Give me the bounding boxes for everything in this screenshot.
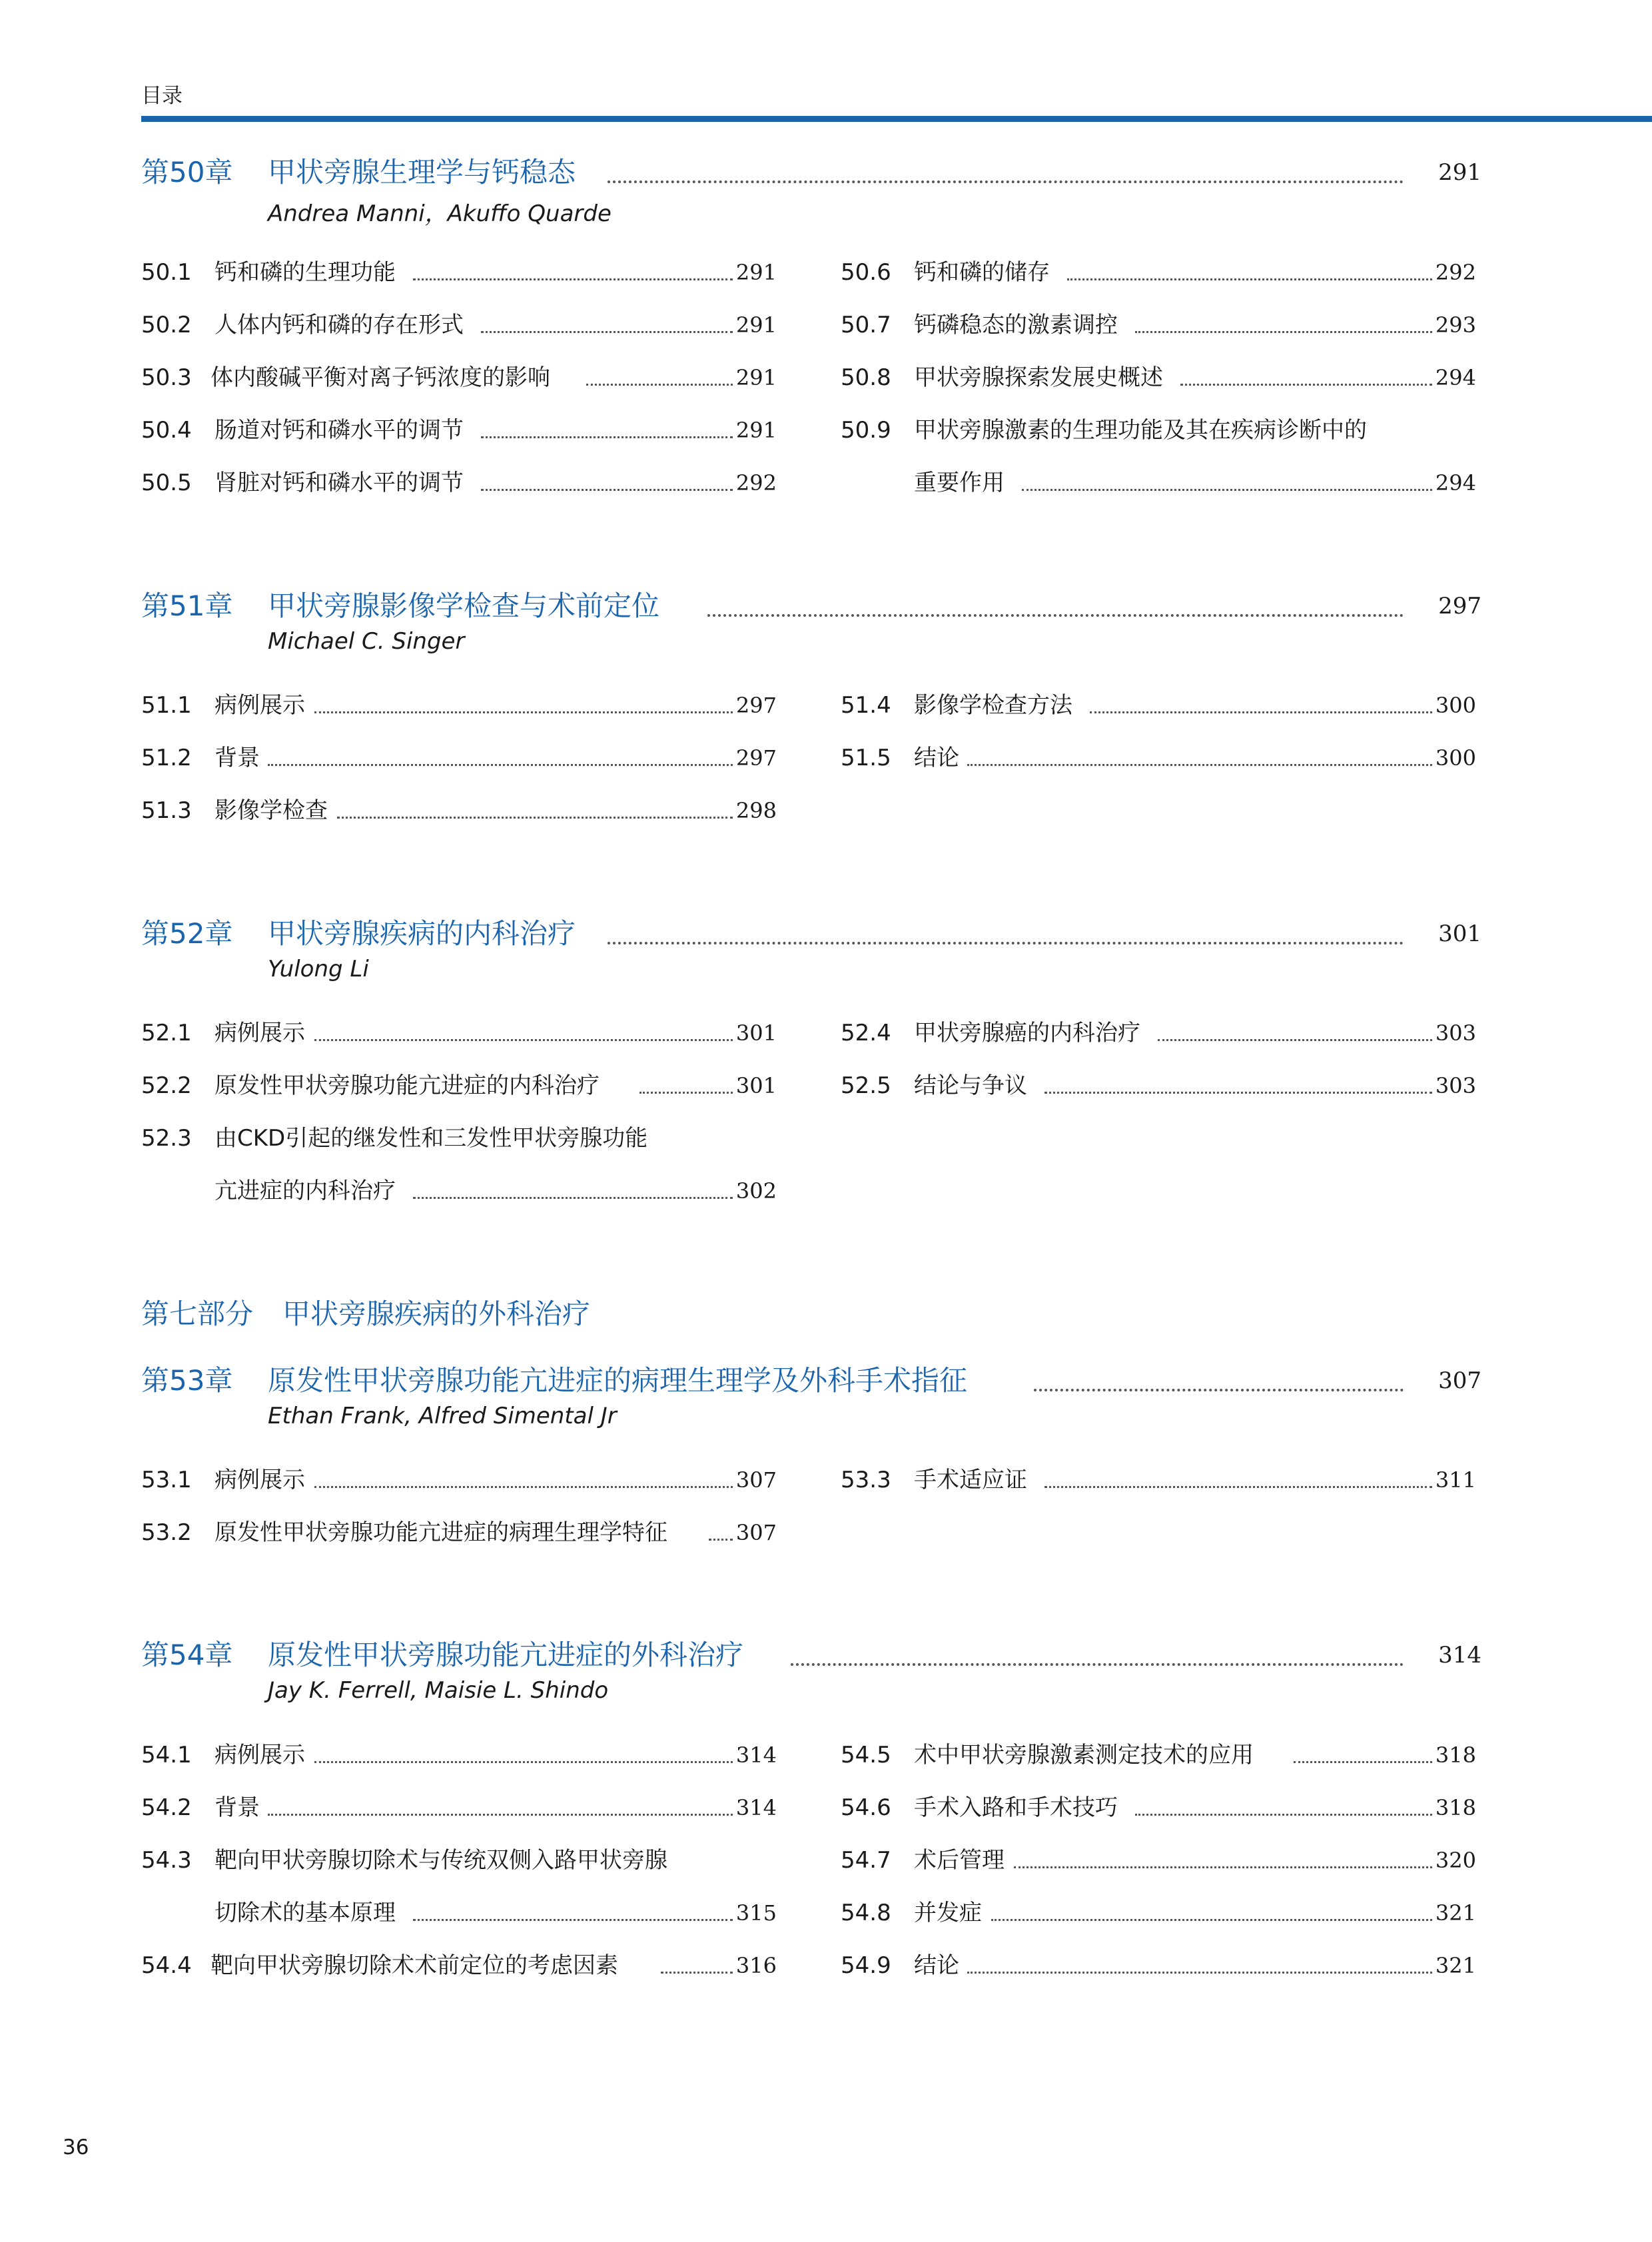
toc-entry[interactable] (841, 414, 1476, 446)
section-number: 50.8 (841, 364, 891, 391)
section-number: 50.5 (141, 470, 192, 496)
chapter-label: 第51章 (141, 589, 233, 622)
leader-dots (413, 1917, 733, 1921)
toc-entry[interactable] (841, 1739, 1476, 1771)
leader-dots (1135, 1812, 1432, 1816)
section-title: 术后管理 (914, 1847, 1005, 1874)
section-title: 影像学检查方法 (914, 692, 1072, 719)
chapter-label: 第53章 (141, 1364, 233, 1397)
section-page: 291 (735, 365, 777, 390)
chapter-title: 甲状旁腺疾病的内科治疗 (268, 917, 576, 950)
section-number: 50.9 (841, 417, 891, 444)
toc-entry[interactable] (841, 1464, 1476, 1496)
section-title: 体内酸碱平衡对离子钙浓度的影响 (210, 364, 550, 391)
section-page: 311 (1435, 1467, 1476, 1493)
leader-dots (967, 1970, 1432, 1974)
section-number: 50.7 (841, 312, 891, 338)
section-number: 50.6 (841, 259, 891, 286)
section-page: 298 (735, 798, 777, 823)
section-number: 54.2 (141, 1794, 192, 1821)
part-heading[interactable] (141, 1292, 590, 1332)
section-number: 54.1 (141, 1742, 192, 1768)
section-title-continued: 重要作用 (914, 470, 1005, 496)
leader-dots (707, 611, 1404, 617)
section-page: 301 (735, 1073, 777, 1098)
section-page: 307 (735, 1520, 777, 1545)
chapter-title: 甲状旁腺生理学与钙稳态 (268, 156, 576, 188)
section-title: 手术入路和手术技巧 (914, 1794, 1118, 1821)
toc-entry[interactable] (841, 1897, 1476, 1929)
toc-entry[interactable] (141, 1739, 777, 1771)
section-title: 背景 (214, 1794, 260, 1821)
section-page: 316 (735, 1953, 777, 1978)
chapter-page: 307 (1438, 1367, 1481, 1394)
leader-dots (1090, 709, 1432, 713)
section-title: 原发性甲状旁腺功能亢进症的病理生理学特征 (214, 1519, 667, 1546)
leader-dots (1067, 276, 1432, 280)
section-title: 术中甲状旁腺激素测定技术的应用 (914, 1742, 1254, 1768)
section-page: 303 (1435, 1020, 1476, 1046)
section-title: 病例展示 (214, 1467, 305, 1493)
chapter-authors: Andrea Manni，Akuffo Quarde (268, 200, 612, 227)
part-title: 甲状旁腺疾病的外科治疗 (282, 1298, 591, 1330)
section-page: 314 (735, 1742, 777, 1768)
section-page: 291 (735, 260, 777, 285)
section-page: 294 (1435, 365, 1476, 390)
chapter-authors: Ethan Frank, Alfred Simental Jr (268, 1403, 617, 1429)
section-title: 原发性甲状旁腺功能亢进症的内科治疗 (214, 1072, 600, 1099)
section-page: 297 (735, 693, 777, 718)
section-page: 300 (1435, 693, 1476, 718)
section-number: 54.3 (141, 1847, 192, 1874)
section-title: 肠道对钙和磷水平的调节 (214, 417, 464, 444)
section-number: 53.3 (841, 1467, 891, 1493)
section-title: 影像学检查 (214, 797, 328, 824)
leader-dots (314, 709, 733, 713)
section-number: 54.5 (841, 1742, 891, 1768)
chapter-50-heading[interactable] (141, 153, 1481, 192)
section-page: 293 (1435, 312, 1476, 338)
leader-dots (413, 276, 733, 280)
toc-entry[interactable] (841, 256, 1476, 288)
toc-entry[interactable] (141, 1950, 777, 1982)
leader-dots (268, 762, 733, 766)
toc-entry[interactable] (141, 795, 777, 827)
section-number: 52.1 (141, 1020, 192, 1046)
section-number: 51.3 (141, 797, 192, 824)
chapter-authors: Yulong Li (268, 956, 369, 982)
section-title: 靶向甲状旁腺切除术术前定位的考虑因素 (210, 1952, 618, 1979)
section-page: 292 (735, 470, 777, 496)
leader-dots (709, 1537, 733, 1541)
leader-dots (1034, 1386, 1404, 1391)
toc-entry[interactable] (141, 742, 777, 774)
chapter-title: 甲状旁腺影像学检查与术前定位 (268, 589, 660, 622)
section-title: 由CKD引起的继发性和三发性甲状旁腺功能 (214, 1125, 648, 1152)
chapter-title: 原发性甲状旁腺功能亢进症的外科治疗 (268, 1639, 744, 1671)
leader-dots (481, 434, 733, 438)
section-number: 50.2 (141, 312, 192, 338)
section-number: 50.3 (141, 364, 192, 391)
leader-dots (586, 382, 733, 386)
chapter-53-heading[interactable] (141, 1361, 1481, 1401)
section-number: 52.2 (141, 1072, 192, 1099)
toc-entry[interactable] (141, 1517, 777, 1549)
chapter-52-heading[interactable] (141, 914, 1481, 954)
section-number: 51.4 (841, 692, 891, 719)
section-page: 292 (1435, 260, 1476, 285)
leader-dots (608, 178, 1404, 183)
section-number: 52.3 (141, 1125, 192, 1152)
section-title: 病例展示 (214, 692, 305, 719)
section-page: 318 (1435, 1795, 1476, 1820)
toc-entry[interactable] (841, 1070, 1476, 1102)
part-label: 第七部分 (141, 1298, 254, 1330)
chapter-page: 314 (1438, 1642, 1481, 1669)
section-page: 320 (1435, 1848, 1476, 1873)
toc-entry[interactable] (841, 1844, 1476, 1876)
leader-dots (314, 1484, 733, 1488)
leader-dots (661, 1970, 733, 1974)
section-title-continued: 亢进症的内科治疗 (214, 1178, 396, 1204)
toc-entry-continued[interactable] (841, 467, 1476, 499)
toc-entry[interactable] (841, 309, 1476, 341)
section-title-continued: 切除术的基本原理 (214, 1900, 396, 1926)
section-title: 病例展示 (214, 1742, 305, 1768)
header-rule (141, 116, 1652, 122)
section-page: 297 (735, 745, 777, 771)
section-title: 钙和磷的储存 (914, 259, 1050, 286)
section-number: 54.9 (841, 1952, 891, 1979)
leader-dots (481, 487, 733, 491)
toc-entry[interactable] (141, 309, 777, 341)
toc-entry[interactable] (841, 1017, 1476, 1049)
leader-dots (314, 1037, 733, 1041)
section-number: 50.1 (141, 259, 192, 286)
section-title: 甲状旁腺激素的生理功能及其在疾病诊断中的 (914, 417, 1367, 444)
leader-dots (413, 1195, 733, 1199)
leader-dots (1022, 487, 1432, 491)
section-page: 318 (1435, 1742, 1476, 1768)
section-title: 结论 (914, 1952, 959, 1979)
chapter-label: 第52章 (141, 917, 233, 950)
chapter-page: 297 (1438, 593, 1481, 619)
toc-entry[interactable] (141, 1464, 777, 1496)
leader-dots (608, 939, 1404, 944)
chapter-authors: Jay K. Ferrell, Maisie L. Shindo (268, 1677, 609, 1704)
chapter-label: 第54章 (141, 1639, 233, 1671)
toc-entry[interactable] (141, 256, 777, 288)
section-title: 钙和磷的生理功能 (214, 259, 396, 286)
section-title: 并发症 (914, 1900, 982, 1926)
section-page: 303 (1435, 1073, 1476, 1098)
chapter-page: 291 (1438, 159, 1481, 186)
section-title: 人体内钙和磷的存在形式 (214, 312, 464, 338)
toc-entry[interactable] (141, 362, 777, 394)
toc-entry[interactable] (841, 689, 1476, 721)
toc-entry-continued[interactable] (141, 1175, 777, 1207)
toc-entry[interactable] (841, 1950, 1476, 1982)
section-page: 321 (1435, 1900, 1476, 1926)
section-number: 53.2 (141, 1519, 192, 1546)
section-page: 291 (735, 418, 777, 443)
leader-dots (1044, 1090, 1432, 1094)
section-page: 321 (1435, 1953, 1476, 1978)
section-number: 50.4 (141, 417, 192, 444)
toc-entry[interactable] (841, 362, 1476, 394)
section-page: 315 (735, 1900, 777, 1926)
chapter-title: 原发性甲状旁腺功能亢进症的病理生理学及外科手术指征 (268, 1364, 968, 1397)
section-number: 52.5 (841, 1072, 891, 1099)
chapter-51-heading[interactable] (141, 586, 1481, 626)
toc-entry[interactable] (141, 1017, 777, 1049)
leader-dots (1158, 1037, 1432, 1041)
leader-dots (1044, 1484, 1432, 1488)
section-number: 54.4 (141, 1952, 192, 1979)
toc-entry[interactable] (141, 1070, 777, 1102)
section-number: 53.1 (141, 1467, 192, 1493)
chapter-page: 301 (1438, 921, 1481, 947)
toc-entry[interactable] (141, 414, 777, 446)
section-page: 301 (735, 1020, 777, 1046)
section-number: 54.6 (841, 1794, 891, 1821)
section-page: 314 (735, 1795, 777, 1820)
toc-entry[interactable] (141, 1792, 777, 1824)
toc-entry[interactable] (841, 1792, 1476, 1824)
section-title: 结论 (914, 745, 959, 771)
leader-dots (1014, 1864, 1432, 1868)
section-page: 300 (1435, 745, 1476, 771)
toc-entry[interactable] (141, 1844, 777, 1876)
section-title: 甲状旁腺探索发展史概述 (914, 364, 1163, 391)
section-title: 结论与争议 (914, 1072, 1027, 1099)
leader-dots (639, 1090, 733, 1094)
section-title: 甲状旁腺癌的内科治疗 (914, 1020, 1140, 1046)
section-page: 291 (735, 312, 777, 338)
toc-entry[interactable] (141, 1122, 777, 1154)
leader-dots (314, 1759, 733, 1763)
page-number: 36 (63, 2135, 89, 2159)
running-header: 目录 (141, 84, 183, 108)
leader-dots (268, 1812, 733, 1816)
section-page: 307 (735, 1467, 777, 1493)
section-page: 294 (1435, 470, 1476, 496)
toc-entry[interactable] (141, 467, 777, 499)
leader-dots (1180, 382, 1432, 386)
chapter-label: 第50章 (141, 156, 233, 188)
section-page: 302 (735, 1178, 777, 1204)
chapter-54-heading[interactable] (141, 1635, 1481, 1675)
section-number: 51.1 (141, 692, 192, 719)
leader-dots (991, 1917, 1432, 1921)
leader-dots (1294, 1759, 1432, 1763)
leader-dots (481, 329, 733, 333)
section-title: 手术适应证 (914, 1467, 1027, 1493)
section-title: 病例展示 (214, 1020, 305, 1046)
leader-dots (1135, 329, 1432, 333)
section-title: 钙磷稳态的激素调控 (914, 312, 1118, 338)
section-title: 靶向甲状旁腺切除术与传统双侧入路甲状旁腺 (214, 1847, 667, 1874)
section-number: 52.4 (841, 1020, 891, 1046)
section-title: 背景 (214, 745, 260, 771)
section-number: 54.8 (841, 1900, 891, 1926)
toc-entry[interactable] (141, 689, 777, 721)
section-title: 肾脏对钙和磷水平的调节 (214, 470, 464, 496)
toc-entry[interactable] (841, 742, 1476, 774)
section-number: 54.7 (841, 1847, 891, 1874)
chapter-authors: Michael C. Singer (268, 628, 465, 655)
leader-dots (967, 762, 1432, 766)
leader-dots (337, 815, 733, 819)
leader-dots (791, 1661, 1404, 1666)
section-number: 51.2 (141, 745, 192, 771)
section-number: 51.5 (841, 745, 891, 771)
toc-entry-continued[interactable] (141, 1897, 777, 1929)
